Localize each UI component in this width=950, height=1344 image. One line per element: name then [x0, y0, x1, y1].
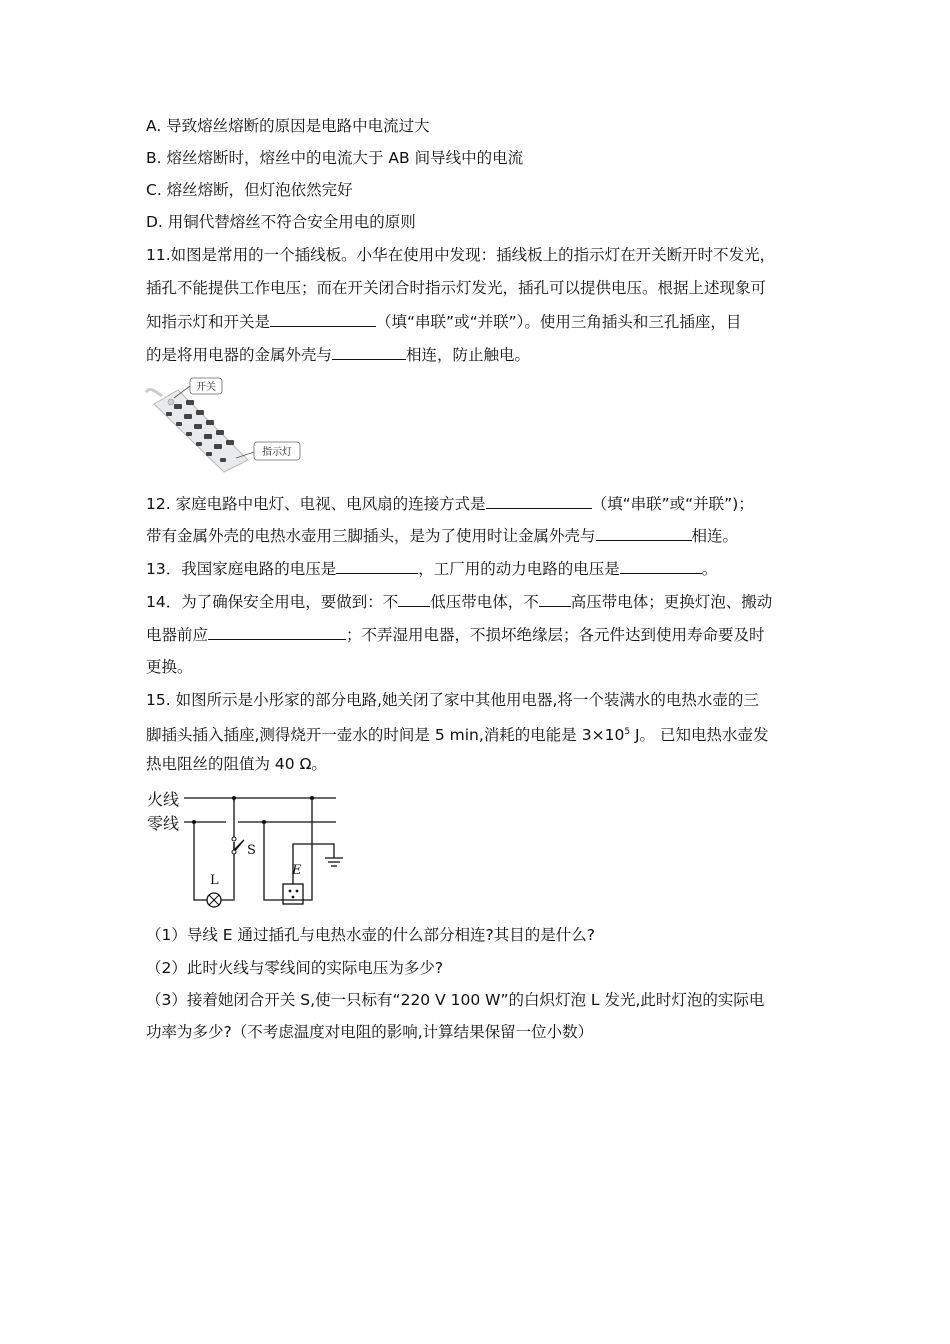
q15-sub3-line1: （3）接着她闭合开关 S,使一只标有“220 V 100 W”的白炽灯泡 L 发光,此时灯泡的实际电 [146, 991, 765, 1009]
q11-line2: 插孔不能提供工作电压；而在开关闭合时指示灯发光，插孔可以提供电压。根据上述现象可 [146, 279, 767, 297]
q13-text: ，工厂用的动力电路的电压是 [418, 560, 620, 578]
q13-text: 。 [701, 560, 718, 578]
q15-sub2: （2）此时火线与零线间的实际电压为多少? [146, 959, 444, 977]
q15-sub1: （1）导线 E 通过插孔与电热水壶的什么部分相连?其目的是什么? [146, 926, 595, 944]
q11-text: 相连，防止触电。 [406, 346, 531, 364]
label-lamp: L [210, 873, 219, 888]
q13 [146, 558, 717, 579]
q12-line1 [146, 493, 754, 514]
label-wire-e: E [292, 863, 302, 878]
label-neutral-wire: 零线 [147, 814, 180, 833]
q15-line2 [146, 722, 768, 745]
q12-text: 12. 家庭电路中电灯、电视、电风扇的连接方式是 [146, 495, 486, 513]
circuit-diagram [144, 784, 359, 910]
q14-text: ；不弄湿用电器，不损坏绝缘层；各元件达到使用寿命要及时 [346, 626, 765, 644]
option-b: B. 熔丝熔断时，熔丝中的电流大于 AB 间导线中的电流 [146, 149, 524, 167]
label-switch: 开关 [196, 382, 216, 393]
label-live-wire: 火线 [147, 790, 180, 809]
answer-blank [208, 624, 346, 640]
q12-text: （填“串联”或“并联”)； [591, 495, 754, 513]
q15-text: J。 已知电热水壶发 [630, 726, 769, 745]
q12-text: 相连。 [691, 527, 739, 545]
label-indicator: 指示灯 [262, 447, 292, 458]
option-d: D. 用铜代替熔丝不符合安全用电的原则 [146, 213, 416, 231]
answer-blank [620, 558, 702, 574]
q11-line4 [146, 344, 530, 365]
option-a: A. 导致熔丝熔断的原因是电路中电流过大 [146, 117, 430, 135]
q14-line1 [146, 591, 772, 612]
q14-line2 [146, 624, 765, 645]
power-strip-figure [144, 374, 306, 474]
q14-text: 14．为了确保安全用电，要做到：不 [146, 593, 399, 611]
label-switch-s: S [247, 843, 256, 858]
q15-line3: 热电阻丝的阻值为 40 Ω。 [146, 755, 327, 773]
answer-blank [270, 311, 376, 327]
answer-blank [486, 493, 592, 509]
q14-text: 电器前应 [146, 626, 209, 644]
q11-line1: 11.如图是常用的一个插线板。小华在使用中发现：插线板上的指示灯在开关断开时不发光， [146, 246, 776, 264]
answer-blank [336, 558, 418, 574]
option-c: C. 熔丝熔断，但灯泡依然完好 [146, 181, 353, 199]
q14-line3: 更换。 [146, 658, 193, 676]
answer-blank [539, 591, 571, 607]
q11-line3 [146, 311, 741, 332]
q12-line2 [146, 525, 738, 546]
q11-text: （填“串联”或“并联”）。使用三角插头和三孔插座，目 [376, 313, 742, 331]
q13-text: 13．我国家庭电路的电压是 [146, 560, 337, 578]
q15-text: 脚插头插入插座,测得烧开一壶水的时间是 5 min,消耗的电能是 3×10 [146, 726, 625, 745]
q11-text: 知指示灯和开关是 [146, 313, 271, 331]
q15-sub3-line2: 功率为多少?（不考虑温度对电阻的影响,计算结果保留一位小数） [146, 1023, 594, 1041]
q14-text: 高压带电体；更换灯泡、搬动 [570, 593, 773, 611]
q12-text: 带有金属外壳的电热水壶用三脚插头，是为了使用时让金属外壳与 [146, 527, 596, 545]
answer-blank [332, 344, 406, 360]
answer-blank [398, 591, 430, 607]
q15-line1: 15. 如图所示是小彤家的部分电路,她关闭了家中其他用电器,将一个装满水的电热水壶的三 [146, 691, 759, 709]
q11-text: 的是将用电器的金属外壳与 [146, 346, 333, 364]
q14-text: 低压带电体，不 [430, 593, 539, 611]
q15-exponent: 5 [624, 727, 631, 737]
answer-blank [596, 525, 692, 541]
